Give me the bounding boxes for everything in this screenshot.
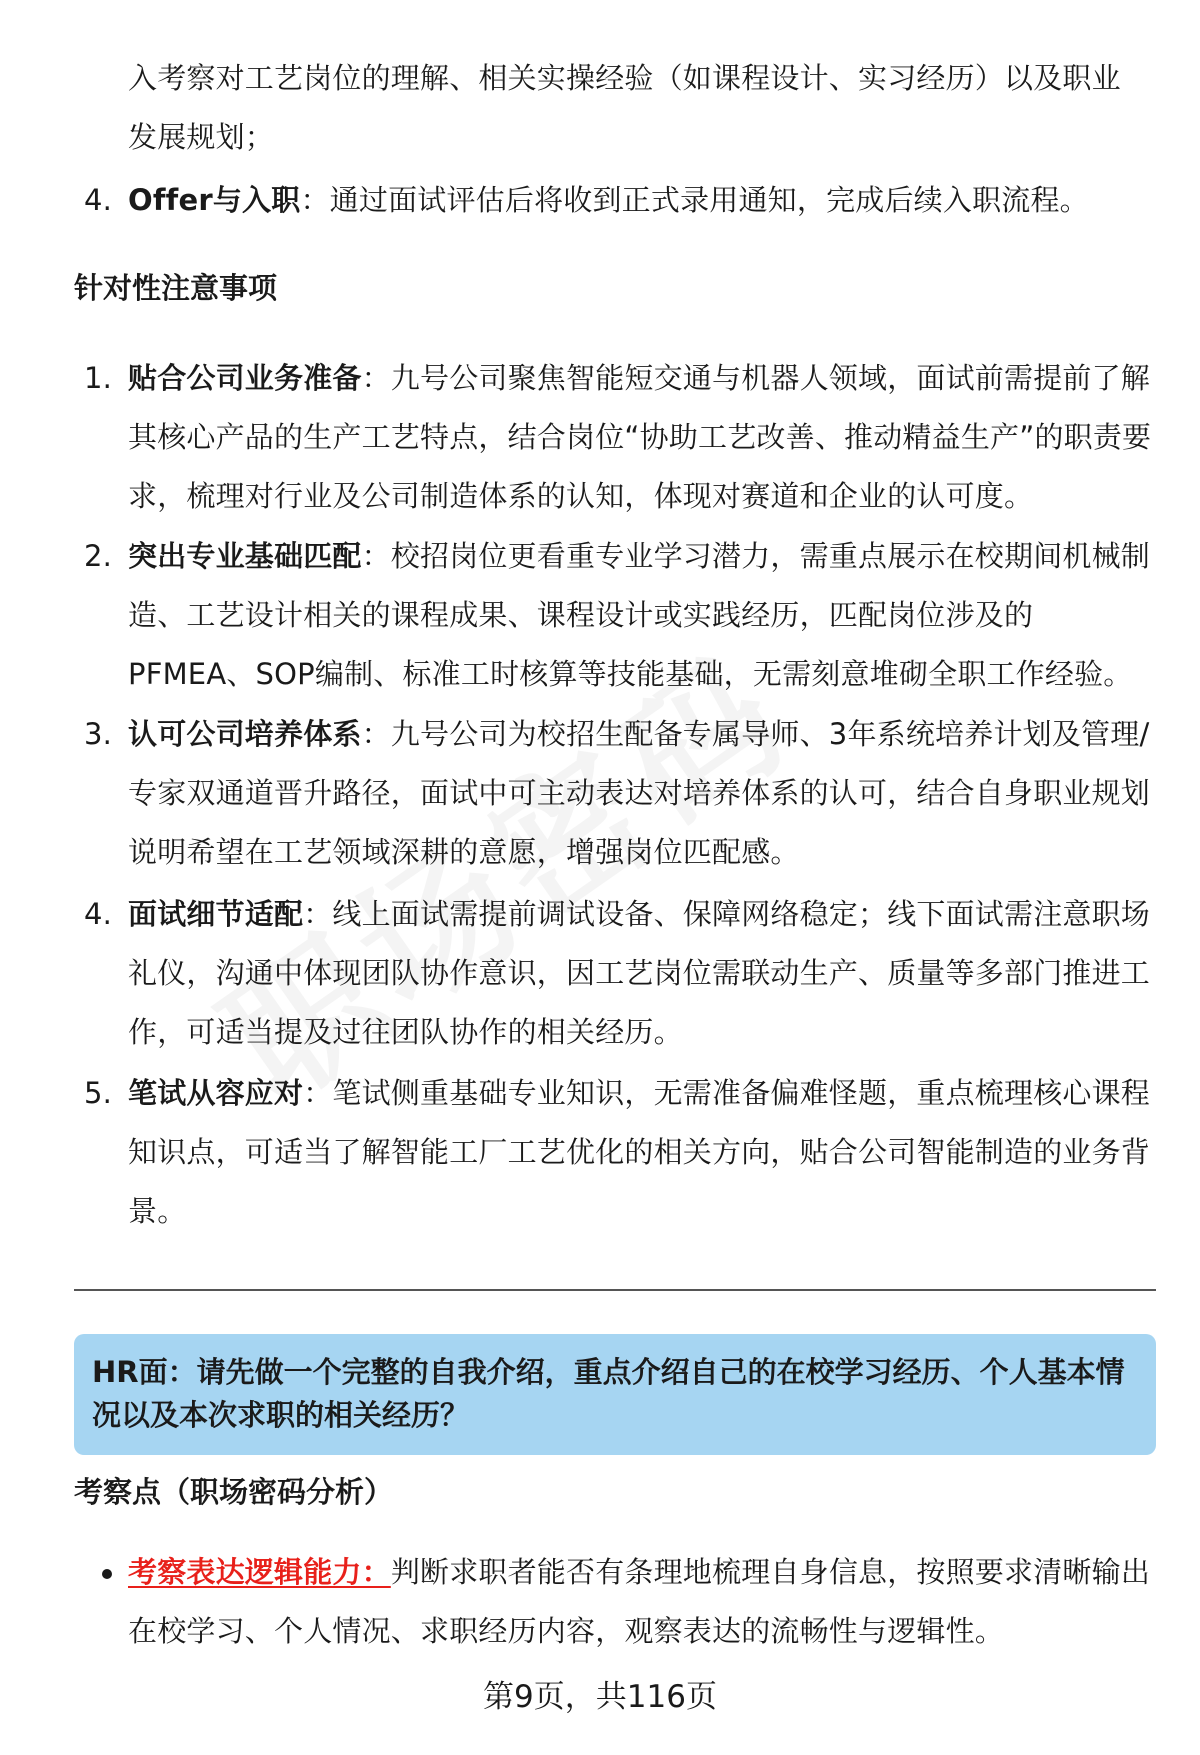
item-text: ：九号公司为校招生配备专属导师、3年系统培养计划及管理/专家双通道晋升路径，面试中可主动表达对培养体系的认可，结合自身职业规划说明希望在工艺领域深耕的意愿，增强岗位匹配感。: [128, 717, 1151, 869]
page-number: 第9页，共116页: [483, 1679, 717, 1715]
section-heading-notes: 针对性注意事项: [74, 271, 278, 305]
item-text: ：九号公司聚焦智能短交通与机器人领域，面试前需提前了解其核心产品的生产工艺特点，结合岗位“协助工艺改善、推动精益生产”的职责要求，梳理对行业及公司制造体系的认知，体现对赛道和企业的认可度。: [128, 361, 1152, 513]
analysis-heading: 考察点（职场密码分析）: [74, 1475, 394, 1509]
item-number: 2.: [84, 539, 113, 573]
item-text: ：通过面试评估后将收到正式录用通知，完成后续入职流程。: [300, 183, 1089, 217]
note-item-4: [84, 885, 1153, 1062]
item-number: 3.: [84, 717, 113, 751]
note-item-3: [84, 705, 1153, 882]
section-divider: [74, 1289, 1156, 1291]
item-title: Offer与入职: [128, 183, 301, 217]
item-text: ：校招岗位更看重专业学习潜力，需重点展示在校期间机械制造、工艺设计相关的课程成果、课程设计或实践经历，匹配岗位涉及的PFMEA、SOP编制、标准工时核算等技能基础，无需刻意堆砌全职工作经验。: [128, 539, 1151, 691]
hr-question-box: HR面：请先做一个完整的自我介绍，重点介绍自己的在校学习经历、个人基本情况以及本次求职的相关经历？: [74, 1334, 1156, 1455]
item-number: 1.: [84, 361, 113, 395]
item-title: 贴合公司业务准备: [128, 361, 362, 395]
process-item-4: [84, 171, 1153, 230]
bullet-label: 考察表达逻辑能力：: [128, 1555, 391, 1589]
item-title: 笔试从容应对: [128, 1076, 304, 1110]
item-number: 5.: [84, 1076, 113, 1110]
note-item-5: [84, 1064, 1153, 1241]
analysis-bullet: [128, 1543, 1153, 1661]
note-item-2: [84, 527, 1153, 704]
item-title: 认可公司培养体系: [128, 717, 362, 751]
note-item-1: [84, 349, 1153, 526]
item-text: ：线上面试需提前调试设备、保障网络稳定；线下面试需注意职场礼仪，沟通中体现团队协作意识，因工艺岗位需联动生产、质量等多部门推进工作，可适当提及过往团队协作的相关经历。: [128, 897, 1151, 1049]
item-title: 突出专业基础匹配: [128, 539, 362, 573]
bullet-dot: [102, 1569, 112, 1579]
item-text: ：笔试侧重基础专业知识，无需准备偏难怪题，重点梳理核心课程知识点，可适当了解智能工厂工艺优化的相关方向，贴合公司智能制造的业务背景。: [128, 1076, 1151, 1228]
item-title: 面试细节适配: [128, 897, 304, 931]
continuation-paragraph: 入考察对工艺岗位的理解、相关实操经验（如课程设计、实习经历）以及职业发展规划；: [128, 61, 1121, 154]
item-number: 4.: [84, 183, 113, 217]
item-number: 4.: [84, 897, 113, 931]
bullet-text: 判断求职者能否有条理地梳理自身信息，按照要求清晰输出在校学习、个人情况、求职经历内容，观察表达的流畅性与逻辑性。: [128, 1555, 1151, 1648]
